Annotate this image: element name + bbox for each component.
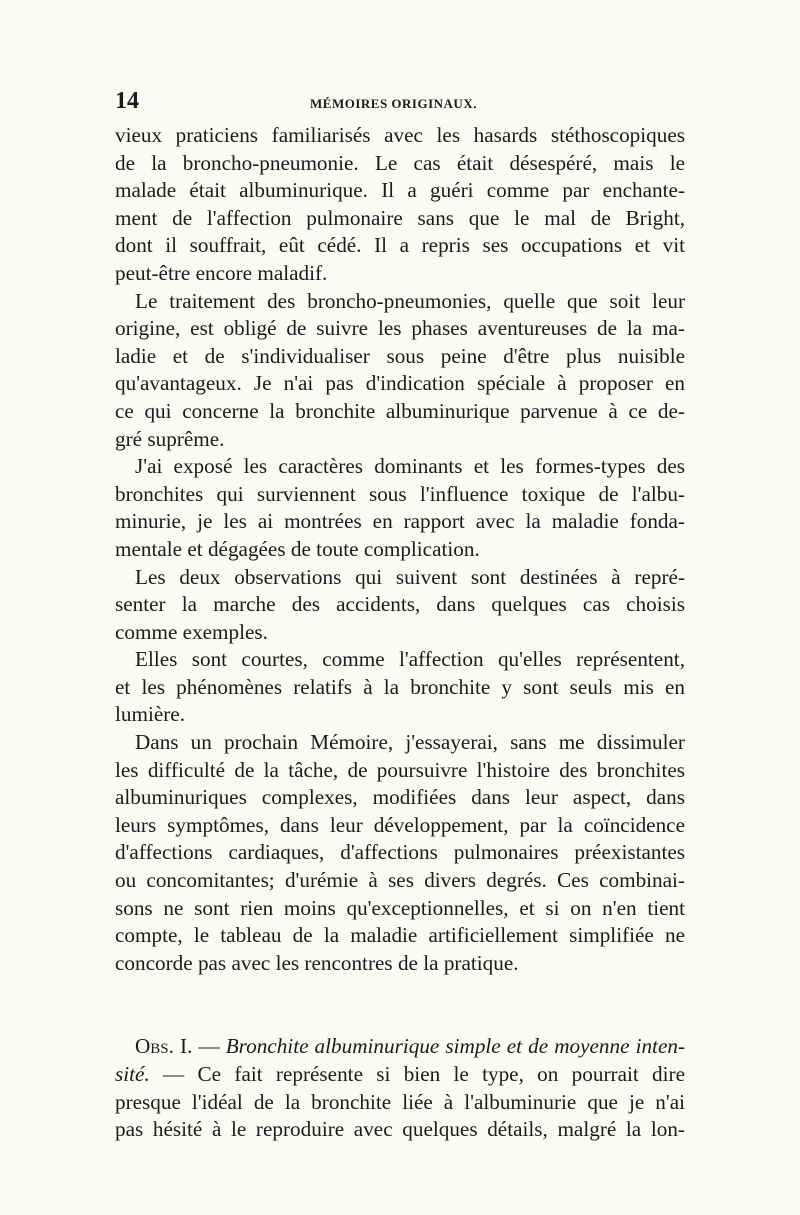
text-line: qu'avantageux. Je n'ai pas d'indication spéciale à proposer en — [115, 371, 685, 396]
text-line: Les deux observations qui suivent sont destinées à repré- — [135, 564, 685, 589]
observation-heading-line — [115, 1033, 685, 1061]
text-line: ladie et de s'individualiser sous peine d'être plus nuisible — [115, 343, 685, 368]
section-gap — [115, 977, 685, 1005]
text-line: minurie, je les ai montrées en rapport avec la maladie fonda- — [115, 509, 685, 534]
text-line: origine, est obligé de suivre les phases aventureuses de la ma- — [115, 316, 685, 341]
text-line: pas hésité à le reproduire avec quelques détails, malgré la lon- — [115, 1117, 685, 1142]
page-number: 14 — [115, 88, 139, 114]
section-gap — [115, 1005, 685, 1033]
observation-title: Bronchite albuminurique simple et de moyenne inten- — [225, 1034, 685, 1059]
text-line: lumière. — [115, 702, 186, 727]
paragraph — [115, 122, 685, 288]
text-line: J'ai exposé les caractères dominants et les formes-types des — [135, 454, 685, 479]
observation-title-end: sité. — [115, 1062, 150, 1086]
running-head: MÉMOIRES ORIGINAUX. — [310, 96, 477, 111]
page-header — [115, 88, 685, 118]
text-line: Le traitement des broncho-pneumonies, quelle que soit leur — [135, 288, 685, 313]
observation-paragraph — [115, 1033, 685, 1143]
paragraph — [115, 564, 685, 647]
text-line: malade était albuminurique. Il a guéri comme par enchante- — [115, 178, 685, 203]
text-line: bronchites qui surviennent sous l'influence toxique de l'albu- — [115, 481, 685, 506]
text-line: mentale et dégagées de toute complication. — [115, 536, 480, 561]
text-line: presque l'idéal de la bronchite liée à l'albuminurie que je n'ai — [115, 1089, 685, 1114]
text-line: vieux praticiens familiarisés avec les hasards stéthoscopiques — [115, 123, 685, 147]
paragraph — [115, 453, 685, 563]
paragraph — [115, 646, 685, 729]
text-line: sons ne sont rien moins qu'exceptionnelles, et si on n'en tient — [115, 895, 685, 920]
text-line: comme exemples. — [115, 619, 268, 644]
text-line: compte, le tableau de la maladie artificiellement simplifiée ne — [115, 923, 685, 948]
text-line: ment de l'affection pulmonaire sans que le mal de Bright, — [115, 205, 685, 230]
text-line: leurs symptômes, dans leur développement, par la coïncidence — [115, 812, 685, 837]
paragraph — [115, 729, 685, 977]
text-line: Dans un prochain Mémoire, j'essayerai, sans me dissimuler — [135, 730, 685, 755]
text-line: peut-être encore maladif. — [115, 260, 328, 285]
text-line — [115, 1061, 685, 1089]
text-line: et les phénomènes relatifs à la bronchite y sont seuls mis en — [115, 674, 685, 699]
paragraph — [115, 288, 685, 454]
observation-text: — Ce fait représente si bien le type, on pourrait dire — [163, 1062, 685, 1086]
text-line: gré suprême. — [115, 426, 225, 451]
observation-label: Obs. I. — — [135, 1034, 220, 1059]
text-line: ce qui concerne la bronchite albuminurique parvenue à ce de- — [115, 398, 685, 423]
text-line: concorde pas avec les rencontres de la pratique. — [115, 950, 519, 975]
text-line: d'affections cardiaques, d'affections pulmonaires préexistantes — [115, 840, 685, 865]
body-text — [115, 122, 685, 1144]
text-line: les difficulté de la tâche, de poursuivre l'histoire des bronchites — [115, 757, 685, 782]
text-line: senter la marche des accidents, dans quelques cas choisis — [115, 592, 685, 617]
text-line: Elles sont courtes, comme l'affection qu'elles représentent, — [135, 647, 685, 672]
text-line: ou concomitantes; d'urémie à ses divers degrés. Ces combinai- — [115, 868, 685, 893]
text-line: dont il souffrait, eût cédé. Il a repris ses occupations et vit — [115, 233, 685, 258]
text-line: de la broncho-pneumonie. Le cas était désespéré, mais le — [115, 150, 685, 175]
text-line: albuminuriques complexes, modifiées dans leur aspect, dans — [115, 785, 685, 810]
